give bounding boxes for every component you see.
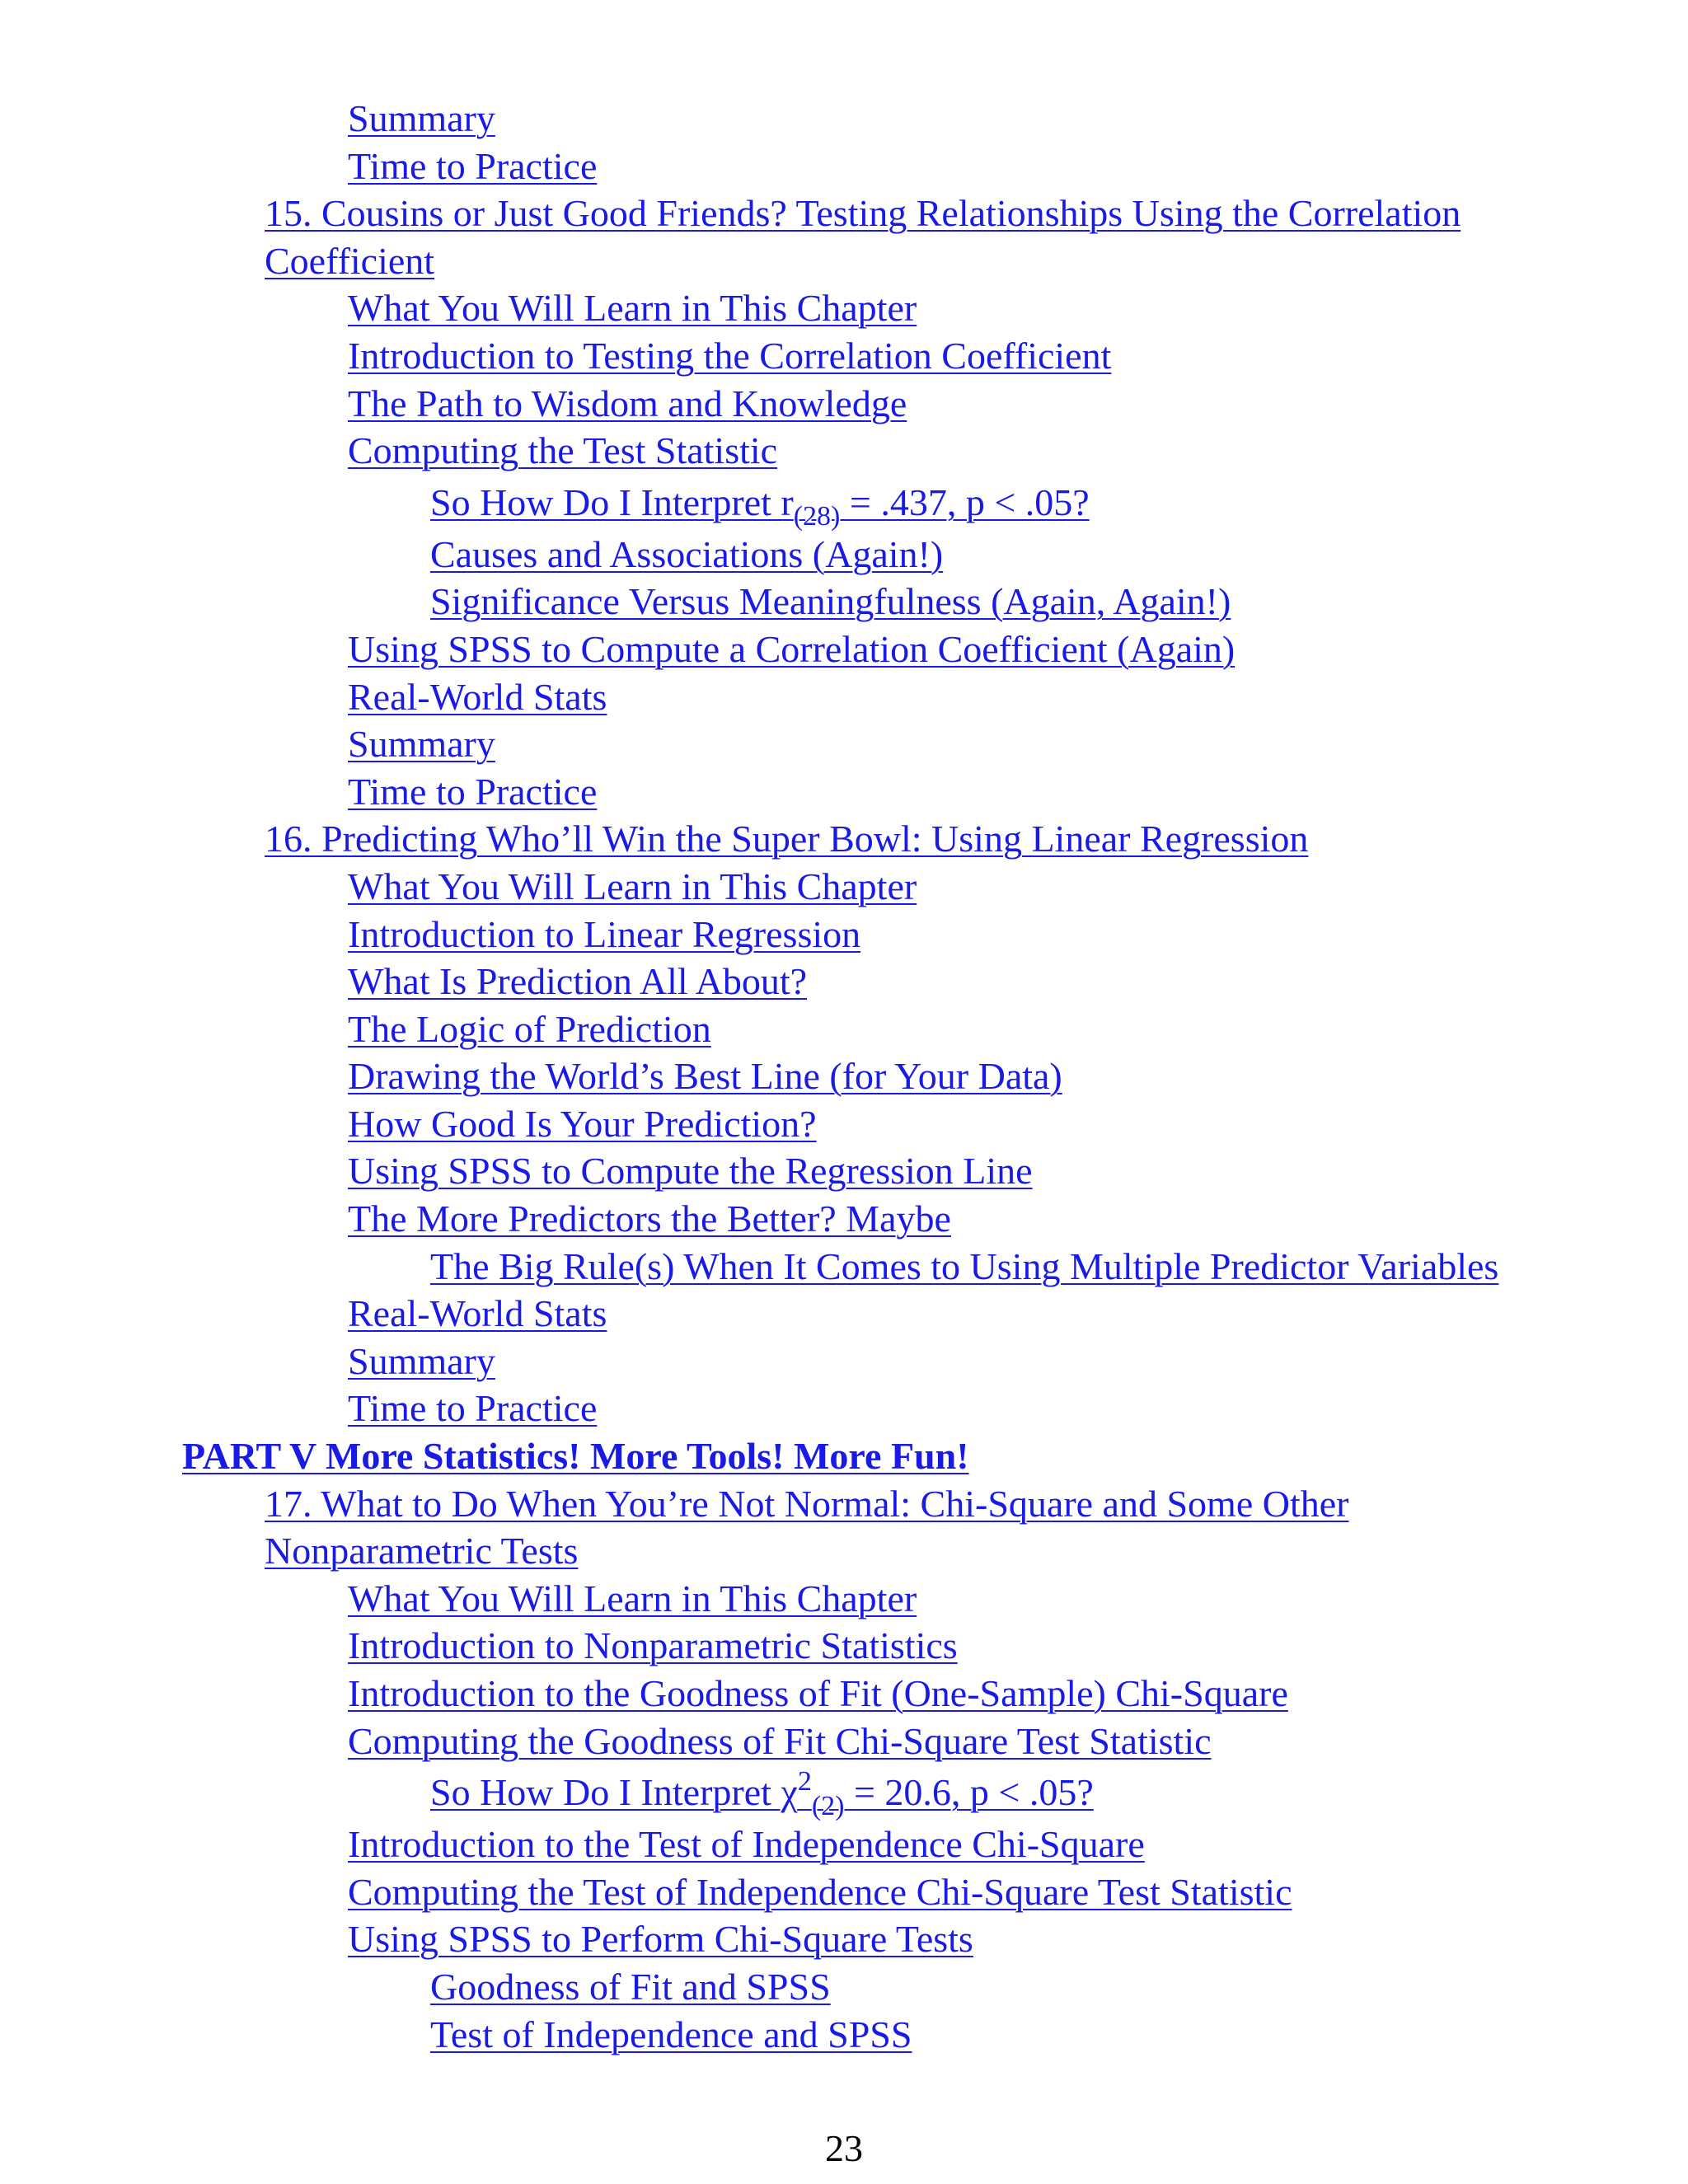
toc-line (0, 2011, 1688, 2059)
toc-link-prediction-about[interactable]: What Is Prediction All About? (348, 960, 808, 1003)
toc-link-part-v[interactable]: PART V More Statistics! More Tools! More Fun! (182, 1435, 969, 1478)
toc-link-spss-correlation[interactable]: Using SPSS to Compute a Correlation Coefficient (Again) (348, 627, 1236, 670)
toc-link-path-to-wisdom[interactable]: The Path to Wisdom and Knowledge (348, 382, 907, 424)
interpret-r-text: So How Do I Interpret r (430, 480, 794, 523)
toc-line (0, 626, 1688, 673)
toc-line (0, 427, 1688, 475)
toc-line (0, 1480, 1688, 1528)
toc-link-logic-of-prediction[interactable]: The Logic of Prediction (348, 1007, 711, 1050)
toc-link-test-independence-spss[interactable]: Test of Independence and SPSS (430, 2013, 912, 2055)
toc-line (0, 1527, 1688, 1575)
toc-line (0, 237, 1688, 285)
toc-line (0, 958, 1688, 1005)
toc-link-big-rules[interactable]: The Big Rule(s) When It Comes to Using Multiple Predictor Variables (430, 1244, 1499, 1287)
toc-line (0, 1385, 1688, 1432)
toc-link-more-predictors[interactable]: The More Predictors the Better? Maybe (348, 1197, 951, 1240)
toc-link-time-to-practice[interactable]: Time to Practice (348, 144, 598, 187)
toc-line (0, 1821, 1688, 1868)
toc-link-time-to-practice[interactable]: Time to Practice (348, 770, 598, 813)
toc-link-significance-meaningfulness[interactable]: Significance Versus Meaningfulness (Again, Again!) (430, 580, 1231, 623)
toc-line (0, 911, 1688, 958)
interpret-r-subscript: (28) (793, 500, 841, 532)
toc-link-chapter-15[interactable]: 15. Cousins or Just Good Friends? Testing Relationships Using the Correlation (265, 192, 1461, 235)
toc-link-how-good-prediction[interactable]: How Good Is Your Prediction? (348, 1102, 817, 1145)
toc-line (0, 95, 1688, 143)
toc-line (0, 190, 1688, 237)
toc-link-chapter-17-cont[interactable]: Nonparametric Tests (265, 1530, 579, 1572)
table-of-contents (0, 95, 1688, 2058)
toc-link-summary[interactable]: Summary (348, 723, 495, 766)
toc-line (0, 578, 1688, 626)
toc-line (0, 1147, 1688, 1195)
toc-line (0, 1052, 1688, 1100)
page-number: 23 (825, 2127, 863, 2169)
interpret-chi-subscript: (2) (811, 1791, 845, 1822)
toc-link-what-you-will-learn[interactable]: What You Will Learn in This Chapter (348, 1577, 917, 1619)
toc-line (0, 1290, 1688, 1338)
toc-line (0, 1005, 1688, 1053)
toc-line (0, 475, 1688, 531)
toc-line (0, 1622, 1688, 1670)
toc-link-intro-nonparametric[interactable]: Introduction to Nonparametric Statistics (348, 1624, 958, 1667)
interpret-chi-superscript: 2 (797, 1766, 812, 1797)
toc-line (0, 768, 1688, 816)
toc-link-summary[interactable]: Summary (348, 97, 495, 139)
toc-line (0, 815, 1688, 863)
toc-link-best-line[interactable]: Drawing the World’s Best Line (for Your Data) (348, 1055, 1062, 1098)
toc-line (0, 1100, 1688, 1148)
toc-link-chapter-15-cont[interactable]: Coefficient (265, 239, 435, 282)
toc-line (0, 1195, 1688, 1243)
toc-line (0, 1243, 1688, 1291)
toc-line (0, 720, 1688, 768)
toc-link-goodness-of-fit-spss[interactable]: Goodness of Fit and SPSS (430, 1965, 831, 2008)
toc-line (0, 531, 1688, 579)
toc-link-intro-test-independence[interactable]: Introduction to the Test of Independence Chi-Square (348, 1823, 1145, 1866)
toc-link-summary[interactable]: Summary (348, 1339, 495, 1382)
toc-line (0, 1575, 1688, 1623)
toc-link-chapter-16[interactable]: 16. Predicting Who’ll Win the Super Bowl: Using Linear Regression (265, 818, 1309, 860)
toc-link-computing-test-independence[interactable]: Computing the Test of Independence Chi-Square Test Statistic (348, 1870, 1292, 1913)
toc-line (0, 284, 1688, 332)
toc-link-interpret-r[interactable] (430, 480, 1090, 532)
toc-line (0, 1765, 1688, 1821)
toc-link-spss-chi-square[interactable]: Using SPSS to Perform Chi-Square Tests (348, 1918, 973, 1961)
toc-link-time-to-practice[interactable]: Time to Practice (348, 1387, 598, 1430)
toc-link-intro-goodness-of-fit[interactable]: Introduction to the Goodness of Fit (One-Sample) Chi-Square (348, 1672, 1288, 1714)
toc-link-interpret-chi-square[interactable] (430, 1766, 1094, 1822)
toc-line (0, 1718, 1688, 1765)
toc-link-intro-testing-correlation[interactable]: Introduction to Testing the Correlation Coefficient (348, 334, 1112, 377)
toc-link-chapter-17[interactable]: 17. What to Do When You’re Not Normal: Chi-Square and Some Other (265, 1482, 1349, 1525)
toc-line (0, 1432, 1688, 1480)
toc-line (0, 863, 1688, 911)
toc-link-intro-linear-regression[interactable]: Introduction to Linear Regression (348, 912, 861, 955)
toc-line (0, 673, 1688, 721)
toc-line (0, 1868, 1688, 1916)
interpret-chi-result: = 20.6, p < .05? (844, 1771, 1094, 1814)
toc-link-computing-test-statistic[interactable]: Computing the Test Statistic (348, 429, 778, 472)
toc-line (0, 143, 1688, 190)
interpret-chi-text: So How Do I Interpret χ (430, 1771, 798, 1814)
toc-link-causes-associations[interactable]: Causes and Associations (Again!) (430, 532, 944, 575)
interpret-r-result: = .437, p < .05? (840, 480, 1090, 523)
toc-line (0, 1915, 1688, 1963)
toc-link-real-world-stats[interactable]: Real-World Stats (348, 1292, 607, 1335)
toc-line (0, 380, 1688, 428)
toc-link-real-world-stats[interactable]: Real-World Stats (348, 675, 607, 718)
toc-link-what-you-will-learn[interactable]: What You Will Learn in This Chapter (348, 865, 917, 907)
toc-link-computing-goodness-of-fit[interactable]: Computing the Goodness of Fit Chi-Square Test Statistic (348, 1719, 1212, 1762)
toc-link-spss-regression-line[interactable]: Using SPSS to Compute the Regression Line (348, 1150, 1033, 1193)
toc-line (0, 1670, 1688, 1718)
toc-line (0, 1963, 1688, 2011)
toc-line (0, 1338, 1688, 1385)
toc-link-what-you-will-learn[interactable]: What You Will Learn in This Chapter (348, 287, 917, 330)
toc-line (0, 332, 1688, 380)
